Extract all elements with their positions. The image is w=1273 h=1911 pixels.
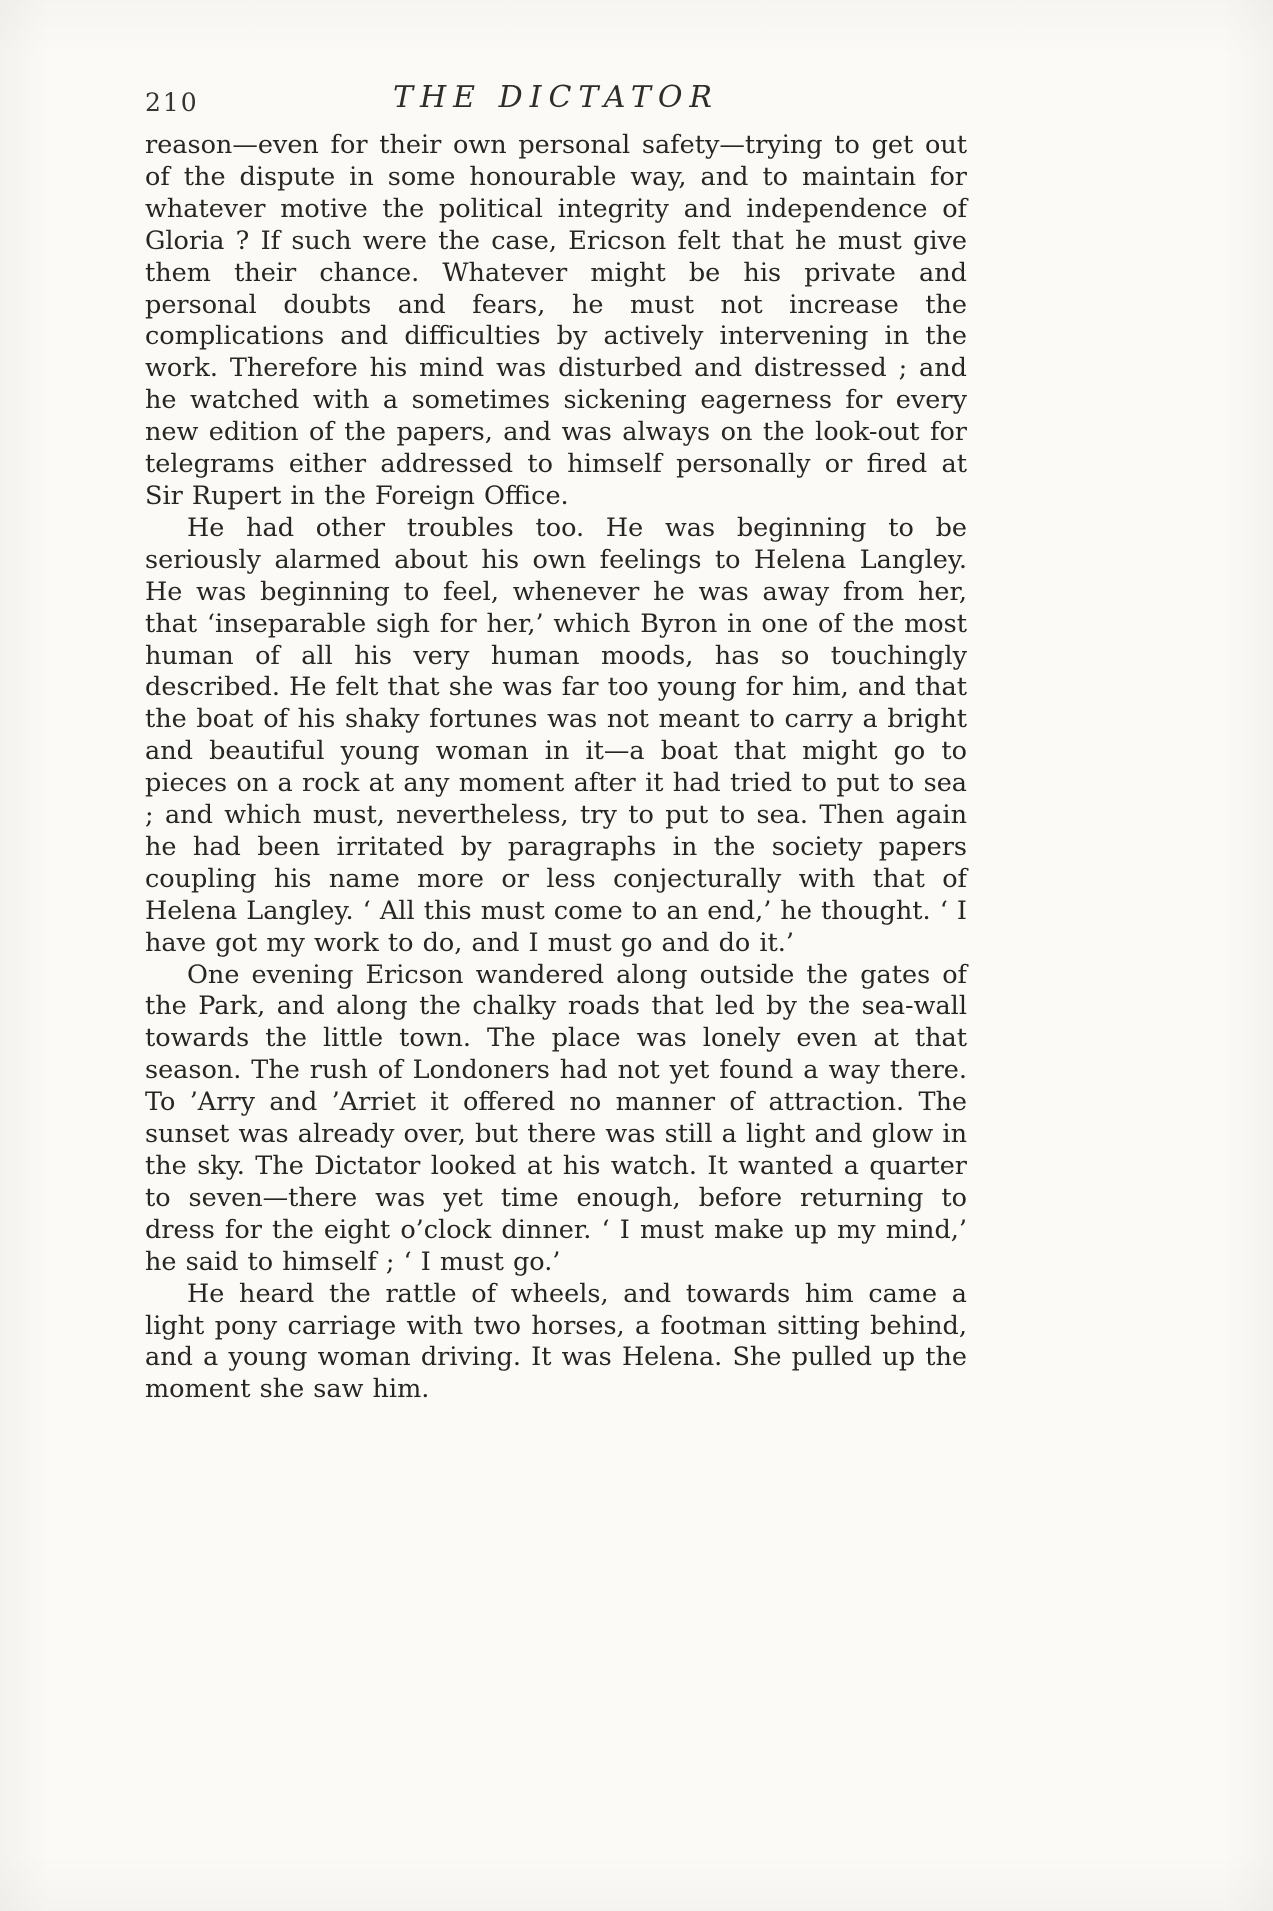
paragraph: He heard the rattle of wheels, and towards him came a light pony carriage with two horses, a footman sitting behind, and a young woman driving. It was Helena. She pulled up the moment she saw him. — [145, 1278, 967, 1405]
running-head — [145, 80, 967, 122]
paragraph: One evening Ericson wandered along outside the gates of the Park, and along the chalky roads that led by the sea-wall towards the little town. The place was lonely even at that season. The rush of Londoners had not yet found a way there. To ’Arry and ’Arriet it offered no manner of attraction. The sunset was already over, but there was still a light and glow in the sky. The Dictator looked at his watch. It wanted a quarter to seven—there was yet time enough, before returning to dress for the eight o’clock dinner. ‘ I must make up my mind,’ he said to himself ; ‘ I must go.’ — [145, 959, 967, 1277]
page-number: 210 — [145, 88, 199, 117]
paragraph: reason—even for their own personal safety—trying to get out of the dispute in some honourable way, and to maintain for whatever motive the political integrity and independence of Gloria ? If such were the case, Ericson felt that he must give them their chance. Whatever might be his private and personal doubts and fears, he must not increase the complications and difficulties by actively intervening in the work. Therefore his mind was disturbed and distressed ; and he watched with a sometimes sickening eagerness for every new edition of the papers, and was always on the look-out for telegrams either addressed to himself personally or fired at Sir Rupert in the Foreign Office. — [145, 130, 967, 511]
paragraph: He had other troubles too. He was beginning to be seriously alarmed about his own feelings to Helena Langley. He was beginning to feel, whenever he was away from her, that ‘inseparable sigh for her,’ which Byron in one of the most human of all his very human moods, has so touchingly described. He felt that she was far too young for him, and that the boat of his shaky fortunes was not meant to carry a bright and beautiful young woman in it—a boat that might go to pieces on a rock at any moment after it had tried to put to sea ; and which must, nevertheless, try to put to sea. Then again he had been irritated by paragraphs in the society papers coupling his name more or less conjecturally with that of Helena Langley. ‘ All this must come to an end,’ he thought. ‘ I have got my work to do, and I must go and do it.’ — [145, 512, 967, 958]
running-title: THE DICTATOR — [392, 80, 720, 115]
text-column — [145, 130, 967, 1406]
